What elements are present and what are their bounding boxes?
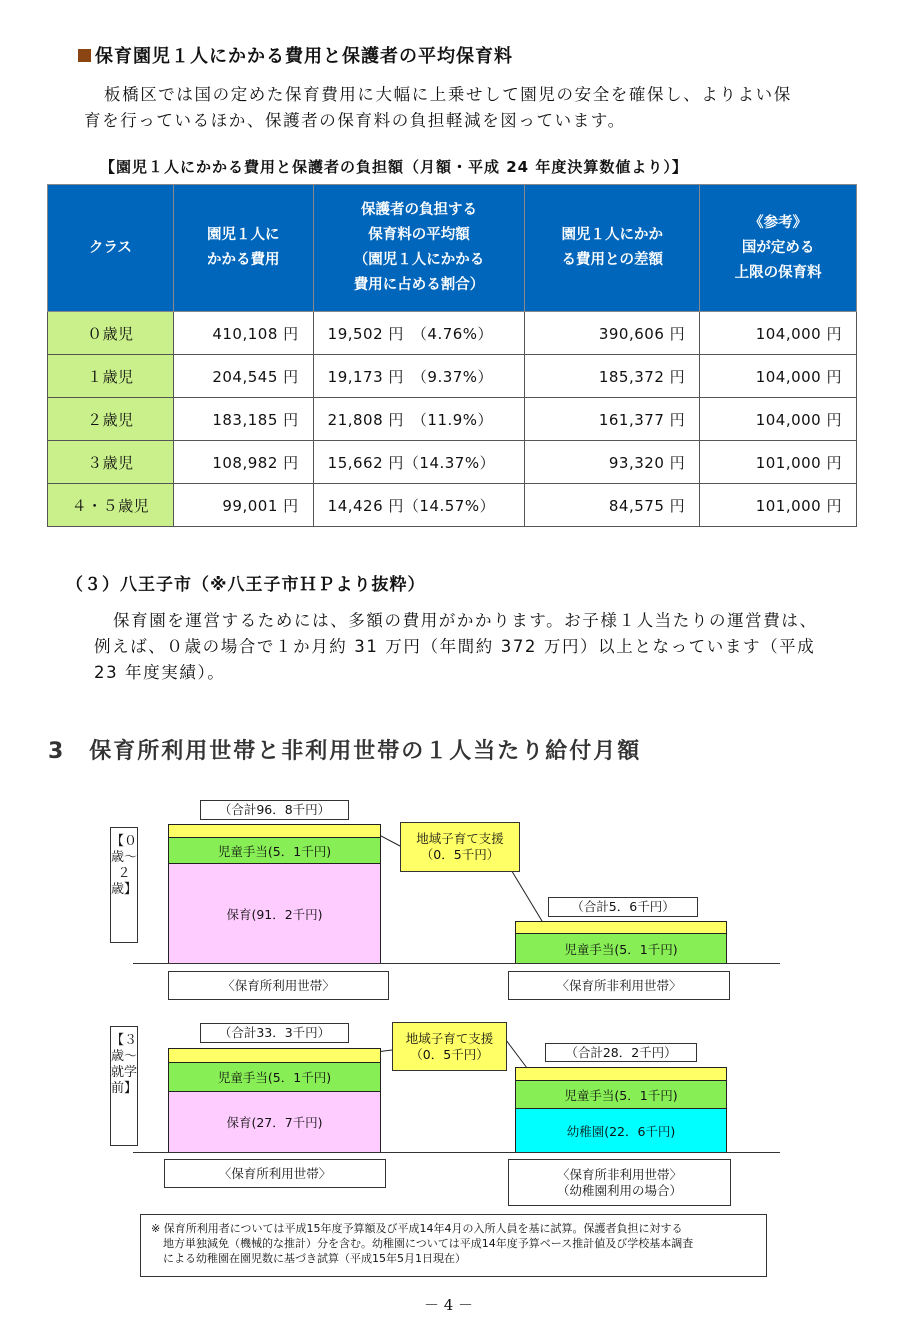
- footnote-box: [140, 1214, 767, 1277]
- footnote-line: ※ 保育所利用者については平成15年度予算額及び平成14年4月の入所人員を基に試算。保護者負担に対する: [151, 1222, 683, 1235]
- table-cell: 15,662 円（14.37%）: [313, 441, 525, 484]
- table-cell: 99,001 円: [173, 484, 313, 527]
- bar-segment-childcare: 保育(27．7千円): [168, 1091, 381, 1153]
- bar-segment-community-support: [168, 1048, 381, 1063]
- callout-community-support: [400, 822, 520, 872]
- column-header: 保護者の負担する 保育料の平均額 （園児１人にかかる 費用に占める割合）: [313, 185, 525, 312]
- heading-text: 保育園児１人にかかる費用と保護者の平均保育料: [95, 46, 513, 67]
- column-header: 園児１人にかか る費用との差額: [525, 185, 700, 312]
- table-cell: 390,606 円: [525, 312, 700, 355]
- caption-line: （幼稚園利用の場合）: [556, 1182, 682, 1198]
- table-cell: ４・５歳児: [48, 484, 174, 527]
- table-cell: 204,545 円: [173, 355, 313, 398]
- paragraph-line: 育を行っているほか、保護者の保育料の負担軽減を図っています。: [84, 111, 626, 130]
- baseline: [133, 1152, 780, 1153]
- bar-segment-kindergarten: 幼稚園(22．6千円): [515, 1108, 727, 1153]
- table-cell: 19,502 円 （4.76%）: [313, 312, 525, 355]
- bar-segment-childcare: 保育(91．2千円): [168, 863, 381, 964]
- table-cell: 161,377 円: [525, 398, 700, 441]
- section-heading: 3 保育所利用世帯と非利用世帯の１人当たり給付月額: [48, 739, 642, 764]
- page-number: － 4 －: [423, 1296, 474, 1314]
- table-cell: 21,808 円 （11.9%）: [313, 398, 525, 441]
- bar-caption: 〈保育所非利用世帯〉: [508, 971, 730, 1000]
- paragraph-line: 板橋区では国の定めた保育費用に大幅に上乗せして園児の安全を確保し、よりよい保: [104, 85, 792, 104]
- bar-caption: 〈保育所利用世帯〉: [168, 971, 389, 1000]
- table-cell: 108,982 円: [173, 441, 313, 484]
- footnote-line: による幼稚園在園児数に基づき試算（平成15年5月1日現在）: [163, 1252, 466, 1265]
- table-cell: ２歳児: [48, 398, 174, 441]
- table-cell: 185,372 円: [525, 355, 700, 398]
- total-label: （合計5．6千円）: [548, 897, 698, 917]
- total-label: （合計33．3千円）: [200, 1023, 349, 1043]
- bar-segment-child-allowance: 児童手当(5．1千円): [168, 837, 381, 864]
- bar-segment-child-allowance: 児童手当(5．1千円): [515, 933, 727, 964]
- footnote-line: 地方単独減免（機械的な推計）分を含む。幼稚園については平成14年度予算ベース推計値及び学校基本調査: [163, 1237, 694, 1250]
- table-cell: １歳児: [48, 355, 174, 398]
- table-cell: 14,426 円（14.57%）: [313, 484, 525, 527]
- bar-caption: 〈保育所利用世帯〉: [164, 1159, 386, 1188]
- baseline: [133, 963, 780, 964]
- table-caption: 【園児１人にかかる費用と保護者の負担額（月額・平成 24 年度決算数値より）】: [100, 158, 688, 176]
- bar-segment-community-support: [515, 1067, 727, 1081]
- caption-line: 〈保育所非利用世帯〉: [556, 1166, 682, 1182]
- table-cell: ３歳児: [48, 441, 174, 484]
- table-cell: ０歳児: [48, 312, 174, 355]
- table-cell: 183,185 円: [173, 398, 313, 441]
- column-header: 園児１人に かかる費用: [173, 185, 313, 312]
- bar-segment-child-allowance: 児童手当(5．1千円): [168, 1062, 381, 1092]
- table-cell: 19,173 円 （9.37%）: [313, 355, 525, 398]
- table-cell: 101,000 円: [700, 441, 857, 484]
- table-cell: 104,000 円: [700, 355, 857, 398]
- bar-segment-child-allowance: 児童手当(5．1千円): [515, 1080, 727, 1109]
- table-cell: 84,575 円: [525, 484, 700, 527]
- callout-line: （0．5千円）: [420, 847, 500, 862]
- paragraph-line: 23 年度実績）。: [94, 663, 226, 682]
- age-group-label: 【０歳～２歳】: [110, 827, 138, 943]
- callout-line: 地域子育て支援: [416, 831, 504, 846]
- table-cell: 104,000 円: [700, 312, 857, 355]
- total-label: （合計96．8千円）: [200, 800, 349, 820]
- paragraph-line: 例えば、０歳の場合で１か月約 31 万円（年間約 372 万円）以上となっています（平成: [94, 637, 816, 656]
- age-group-label: 【３歳～就学前】: [110, 1026, 138, 1146]
- column-header: クラス: [48, 185, 174, 312]
- subsection-heading: （３）八王子市（※八王子市ＨＰより抜粋）: [66, 575, 426, 595]
- column-header: 《参考》 国が定める 上限の保育料: [700, 185, 857, 312]
- table-cell: 104,000 円: [700, 398, 857, 441]
- bar-segment-community-support: [168, 824, 381, 838]
- table-cell: 93,320 円: [525, 441, 700, 484]
- paragraph-line: 保育園を運営するためには、多額の費用がかかります。お子様１人当たりの運営費は、: [113, 611, 818, 630]
- table-cell: 101,000 円: [700, 484, 857, 527]
- bar-caption: [508, 1159, 731, 1206]
- table-cell: 410,108 円: [173, 312, 313, 355]
- callout-community-support: [392, 1022, 507, 1071]
- total-label: （合計28．2千円）: [545, 1043, 697, 1062]
- callout-line: 地域子育て支援: [405, 1030, 494, 1046]
- callout-line: （0．5千円）: [410, 1046, 489, 1062]
